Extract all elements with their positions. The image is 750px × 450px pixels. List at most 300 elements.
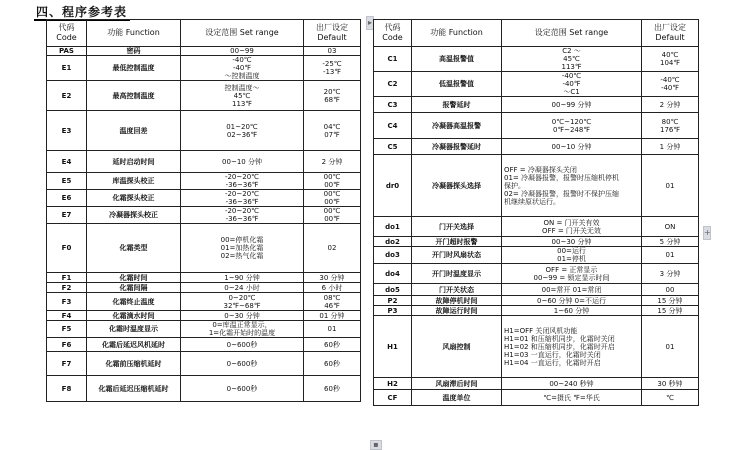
- param-range: [502, 47, 642, 72]
- param-function: 冷凝器探头选择: [412, 155, 502, 217]
- range-line: OFF = 冷凝器探头关闭: [504, 165, 577, 174]
- param-default: [642, 284, 699, 296]
- param-default: [304, 47, 361, 56]
- range-lines: [183, 294, 301, 310]
- left-table-body: [47, 47, 361, 402]
- range-line: 02~36℉: [226, 130, 258, 139]
- default-line: 68℉: [324, 95, 340, 104]
- param-function: 故障停机时间: [412, 296, 502, 306]
- table-row: [47, 173, 361, 190]
- param-default: [642, 296, 699, 306]
- param-range: [181, 273, 304, 283]
- param-code: E4: [47, 151, 87, 173]
- range-line: -40℃: [232, 56, 252, 64]
- default-line: 104℉: [659, 59, 681, 67]
- default-line: 1 分钟: [659, 142, 681, 151]
- param-range: [181, 311, 304, 321]
- default-lines: [644, 343, 696, 351]
- param-function: 报警延时: [412, 97, 502, 113]
- range-line: 0=库温正常显示，: [212, 321, 272, 329]
- default-line: 01 分钟: [319, 311, 345, 320]
- param-code: C3: [374, 97, 412, 113]
- param-range: [502, 284, 642, 296]
- header-code-text: 代码 Code: [56, 23, 77, 42]
- param-range: [181, 376, 304, 402]
- range-lines: [504, 118, 639, 134]
- param-function: 故障运行时间: [412, 306, 502, 316]
- param-function: 温度回差: [87, 111, 181, 151]
- default-lines: [644, 76, 696, 92]
- range-lines: [183, 312, 301, 320]
- param-function: 化霜前压缩机延时: [87, 352, 181, 376]
- range-lines: [504, 219, 639, 235]
- default-line: 00℃: [323, 173, 341, 181]
- range-lines: [183, 56, 301, 80]
- range-line: ～控制温度: [224, 72, 260, 80]
- param-code: F5: [47, 321, 87, 338]
- default-line: 00℉: [324, 215, 340, 223]
- default-lines: [306, 123, 358, 139]
- param-code: F4: [47, 311, 87, 321]
- range-line: 0~24 小时: [224, 283, 260, 292]
- param-range: [181, 111, 304, 151]
- range-lines: [504, 266, 639, 282]
- default-lines: [644, 270, 696, 278]
- param-code: F6: [47, 338, 87, 352]
- range-line: 1=化霜开始时的温度: [208, 329, 276, 337]
- range-lines: [183, 385, 301, 393]
- default-line: 00℃: [323, 190, 341, 198]
- range-line: 0~600秒: [226, 340, 258, 349]
- table-row: [374, 113, 699, 139]
- table-row: [374, 47, 699, 72]
- default-line: 6 小时: [321, 283, 343, 292]
- param-range: [502, 378, 642, 390]
- range-lines: [504, 72, 639, 96]
- default-line: 01: [665, 342, 675, 351]
- range-lines: [183, 321, 301, 337]
- default-lines: [306, 312, 358, 320]
- default-lines: [306, 360, 358, 368]
- range-lines: [504, 327, 639, 367]
- param-range: [181, 151, 304, 173]
- table-row: [374, 155, 699, 217]
- parameter-table-left: [46, 19, 361, 402]
- table-row: [374, 390, 699, 406]
- range-lines: [504, 101, 639, 109]
- parameter-table-right: [373, 19, 699, 406]
- param-function: 化霜探头校正: [87, 190, 181, 207]
- table-row: [47, 111, 361, 151]
- range-line: ON = 门开关有效: [543, 218, 600, 227]
- default-lines: [644, 251, 696, 259]
- param-function: 温度单位: [412, 390, 502, 406]
- header-default: [304, 20, 361, 47]
- table-row: [47, 273, 361, 283]
- range-line: 45℃: [233, 91, 251, 100]
- header-range: 设定范围 Set range: [181, 20, 304, 47]
- default-lines: [306, 385, 358, 393]
- range-line: H1=02 和压缩机同步，化霜时开启: [504, 342, 615, 351]
- default-line: 5 分钟: [659, 237, 681, 246]
- param-function: 冷凝器报警延时: [412, 139, 502, 155]
- param-default: [642, 237, 699, 247]
- table-row: [47, 151, 361, 173]
- default-lines: [306, 325, 358, 333]
- range-lines: [183, 284, 301, 292]
- range-line: 0℉~248℉: [552, 125, 590, 134]
- range-lines: [183, 84, 301, 108]
- default-line: 2 分钟: [659, 100, 681, 109]
- scroll-handle-top[interactable]: ▸: [366, 16, 374, 30]
- range-line: 01=加热化霜: [220, 244, 264, 252]
- param-default: [304, 283, 361, 293]
- default-line: 30 分钟: [319, 273, 345, 282]
- param-code: F1: [47, 273, 87, 283]
- table-row: [374, 264, 699, 284]
- default-line: 02: [327, 244, 337, 252]
- range-lines: [504, 286, 639, 294]
- header-range: 设定范围 Set range: [502, 20, 642, 47]
- param-range: [181, 47, 304, 56]
- param-default: [642, 264, 699, 284]
- header-default-text: 出厂设定 Default: [654, 23, 686, 42]
- param-code: P2: [374, 296, 412, 306]
- range-line: 00=运行: [557, 247, 586, 255]
- range-lines: [183, 158, 301, 166]
- range-line: 45℃: [563, 55, 580, 63]
- param-function: 低温报警值: [412, 72, 502, 97]
- range-line: C2 ～: [562, 47, 581, 55]
- default-lines: [306, 341, 358, 349]
- default-lines: [644, 380, 696, 388]
- param-default: [642, 155, 699, 217]
- param-function: 化霜时间: [87, 273, 181, 283]
- table-row: [374, 237, 699, 247]
- param-function: 门开关状态: [412, 284, 502, 296]
- param-default: [642, 72, 699, 97]
- param-range: [502, 155, 642, 217]
- section-title-bar: [34, 5, 130, 20]
- table-row: [374, 139, 699, 155]
- default-line: 07℉: [324, 130, 340, 139]
- default-line: 80℃: [661, 117, 679, 126]
- section-title: 四、程序参考表: [34, 5, 130, 21]
- param-function: 风扇滞后时间: [412, 378, 502, 390]
- default-line: 00℉: [324, 181, 340, 189]
- range-line: 00~99 = 锁定显示时间: [533, 273, 610, 282]
- default-lines: [306, 60, 358, 76]
- range-line: H1=01 和压缩机同步，化霜时关闭: [504, 334, 615, 343]
- range-lines: [504, 307, 639, 315]
- param-function: 冷凝器探头校正: [87, 207, 181, 224]
- param-function: 风扇控制: [412, 316, 502, 378]
- param-code: F2: [47, 283, 87, 293]
- param-function: 化霜类型: [87, 224, 181, 273]
- param-range: [502, 72, 642, 97]
- param-code: E2: [47, 81, 87, 111]
- range-line: -36~36℉: [225, 215, 259, 223]
- param-default: [304, 273, 361, 283]
- param-default: [642, 316, 699, 378]
- param-default: [642, 378, 699, 390]
- range-line: H1=03 一直运行，化霜时关闭: [504, 350, 601, 359]
- param-code: PAS: [47, 47, 87, 56]
- default-line: 46℉: [324, 301, 340, 310]
- param-range: [181, 352, 304, 376]
- param-range: [181, 338, 304, 352]
- param-range: [181, 224, 304, 273]
- param-default: [642, 139, 699, 155]
- param-default: [642, 217, 699, 237]
- table-row: [374, 217, 699, 237]
- range-line: 1~90 分钟: [224, 273, 260, 282]
- range-line: 02=热气化霜: [220, 252, 264, 260]
- param-function: 化霜滴水时间: [87, 311, 181, 321]
- default-line: -25℃: [322, 60, 342, 68]
- param-default: [304, 224, 361, 273]
- scroll-handle-bottom[interactable]: ▪: [370, 440, 382, 450]
- param-code: E6: [47, 190, 87, 207]
- header-code-text: 代码 Code: [382, 23, 403, 42]
- range-line: 0~30 分钟: [224, 311, 260, 320]
- range-lines: [183, 207, 301, 223]
- default-lines: [644, 223, 696, 231]
- range-lines: [183, 236, 301, 260]
- param-function: 最低控制温度: [87, 56, 181, 81]
- default-line: ON: [664, 222, 676, 231]
- param-function: 密码: [87, 47, 181, 56]
- table-row: [374, 284, 699, 296]
- param-code: E5: [47, 173, 87, 190]
- table-row: [47, 311, 361, 321]
- table-row: [374, 72, 699, 97]
- range-line: 00~10 分钟: [551, 142, 592, 151]
- range-lines: [504, 143, 639, 151]
- range-line: -40℉: [232, 64, 252, 72]
- table-row: [374, 306, 699, 316]
- table-row: [47, 224, 361, 273]
- table-row: [47, 56, 361, 81]
- param-default: [304, 56, 361, 81]
- header-default: [642, 20, 699, 47]
- range-lines: [183, 360, 301, 368]
- param-range: [181, 293, 304, 311]
- table-row: [47, 376, 361, 402]
- default-line: 15 分钟: [657, 296, 683, 305]
- param-code: do4: [374, 264, 412, 284]
- right-table-body: [374, 47, 699, 406]
- range-line: -20~20℃: [224, 173, 260, 181]
- default-lines: [644, 51, 696, 67]
- param-range: [502, 390, 642, 406]
- param-code: C2: [374, 72, 412, 97]
- param-code: do3: [374, 247, 412, 264]
- param-code: H1: [374, 316, 412, 378]
- range-line: 1~60 分钟: [553, 306, 590, 315]
- default-line: 176℉: [659, 125, 681, 134]
- param-range: [502, 97, 642, 113]
- default-line: 60秒: [324, 359, 340, 368]
- param-code: F7: [47, 352, 87, 376]
- range-line: 00~10 分钟: [222, 157, 262, 166]
- param-default: [304, 311, 361, 321]
- default-lines: [644, 394, 696, 402]
- range-line: 02= 冷凝器报警，报警时不保护压缩: [504, 189, 619, 198]
- range-line: 机继续原状运行。: [504, 197, 560, 206]
- default-line: 00: [665, 285, 675, 294]
- default-line: 3 分钟: [659, 269, 681, 278]
- table-row: [47, 293, 361, 311]
- param-default: [304, 151, 361, 173]
- header-function: 功能 Function: [412, 20, 502, 47]
- table-row: [47, 207, 361, 224]
- param-default: [304, 352, 361, 376]
- default-line: 2 分钟: [321, 157, 343, 166]
- default-lines: [306, 190, 358, 206]
- range-line: 0℃~120℃: [551, 117, 592, 126]
- param-default: [642, 247, 699, 264]
- header-code: [47, 20, 87, 47]
- param-range: [181, 81, 304, 111]
- table-row: [47, 352, 361, 376]
- range-lines: [504, 238, 639, 246]
- param-default: [642, 390, 699, 406]
- range-lines: [504, 247, 639, 263]
- header-function: 功能 Function: [87, 20, 181, 47]
- param-code: E1: [47, 56, 87, 81]
- param-function: 高温报警值: [412, 47, 502, 72]
- range-line: 控制温度～: [224, 83, 260, 92]
- range-line: 0~20℃: [228, 293, 256, 302]
- range-line: -36~36℉: [225, 198, 259, 206]
- default-lines: [306, 284, 358, 292]
- range-line: 00~240 秒钟: [549, 379, 594, 388]
- param-default: [304, 293, 361, 311]
- param-code: CF: [374, 390, 412, 406]
- param-function: 门开关选择: [412, 217, 502, 237]
- param-function: 冷凝器高温报警: [412, 113, 502, 139]
- param-default: [304, 321, 361, 338]
- range-line: 01= 冷凝器报警，报警时压缩机停机: [504, 173, 619, 182]
- param-range: [502, 217, 642, 237]
- default-line: -40℃: [660, 76, 680, 84]
- default-lines: [644, 143, 696, 151]
- param-default: [642, 97, 699, 113]
- default-line: 00℉: [324, 198, 340, 206]
- param-range: [502, 306, 642, 316]
- param-function: 化霜终止温度: [87, 293, 181, 311]
- table-row: [374, 247, 699, 264]
- table-row: [47, 283, 361, 293]
- range-line: 32℉~68℉: [223, 301, 261, 310]
- param-code: C1: [374, 47, 412, 72]
- param-range: [181, 283, 304, 293]
- table-row: [374, 296, 699, 306]
- param-code: C5: [374, 139, 412, 155]
- default-lines: [306, 173, 358, 189]
- default-line: 08℃: [323, 293, 341, 302]
- range-lines: [504, 380, 639, 388]
- default-line: -40℉: [660, 84, 680, 92]
- param-default: [304, 338, 361, 352]
- default-line: 15 分钟: [657, 306, 683, 315]
- default-lines: [644, 297, 696, 305]
- param-default: [642, 113, 699, 139]
- param-range: [181, 190, 304, 207]
- range-line: 00~99: [230, 47, 254, 55]
- param-range: [502, 247, 642, 264]
- default-line: 60秒: [324, 340, 340, 349]
- range-lines: [504, 47, 639, 71]
- range-line: ～C1: [563, 88, 580, 96]
- scroll-handle-right[interactable]: +: [703, 226, 711, 240]
- param-code: dr0: [374, 155, 412, 217]
- range-line: 00=常开 01=常闭: [541, 285, 602, 294]
- range-line: ℃=摄氏 ℉=华氏: [543, 393, 600, 402]
- table-row: [374, 378, 699, 390]
- table-row: [47, 338, 361, 352]
- default-lines: [306, 47, 358, 55]
- table-row: [47, 81, 361, 111]
- default-line: 03: [327, 47, 337, 55]
- range-lines: [183, 341, 301, 349]
- param-range: [181, 207, 304, 224]
- table-row: [374, 97, 699, 113]
- range-lines: [504, 394, 639, 402]
- param-range: [502, 113, 642, 139]
- table-row: [47, 47, 361, 56]
- table-row: [374, 316, 699, 378]
- range-line: H1=04 一直运行，化霜时开启: [504, 358, 601, 367]
- range-line: 0~600秒: [226, 384, 258, 393]
- param-code: E3: [47, 111, 87, 151]
- range-line: 0~600秒: [226, 359, 258, 368]
- param-default: [304, 376, 361, 402]
- param-range: [181, 56, 304, 81]
- param-function: 化霜后延迟风机延时: [87, 338, 181, 352]
- param-range: [502, 237, 642, 247]
- range-line: -20~20℃: [224, 207, 260, 215]
- param-range: [502, 139, 642, 155]
- param-function: 化霜时温度显示: [87, 321, 181, 338]
- range-line: 113℉: [231, 99, 253, 108]
- range-line: -36~36℉: [225, 181, 259, 189]
- range-line: OFF = 正常显示: [545, 265, 598, 274]
- param-code: F8: [47, 376, 87, 402]
- param-function: 开门时温度显示: [412, 264, 502, 284]
- default-line: 30 秒钟: [657, 379, 683, 388]
- param-range: [502, 316, 642, 378]
- default-lines: [644, 182, 696, 190]
- range-line: 0~60 分钟 0=不运行: [537, 296, 606, 305]
- default-lines: [644, 101, 696, 109]
- param-code: do1: [374, 217, 412, 237]
- param-code: E7: [47, 207, 87, 224]
- param-code: P3: [374, 306, 412, 316]
- param-function: 化霜后延迟压缩机延时: [87, 376, 181, 402]
- default-line: 04℃: [323, 122, 341, 131]
- default-lines: [644, 238, 696, 246]
- param-default: [642, 47, 699, 72]
- table-row: [47, 190, 361, 207]
- range-line: -20~20℃: [224, 190, 260, 198]
- default-line: 01: [665, 251, 675, 259]
- param-code: F3: [47, 293, 87, 311]
- param-code: F0: [47, 224, 87, 273]
- param-function: 最高控制温度: [87, 81, 181, 111]
- range-lines: [183, 123, 301, 139]
